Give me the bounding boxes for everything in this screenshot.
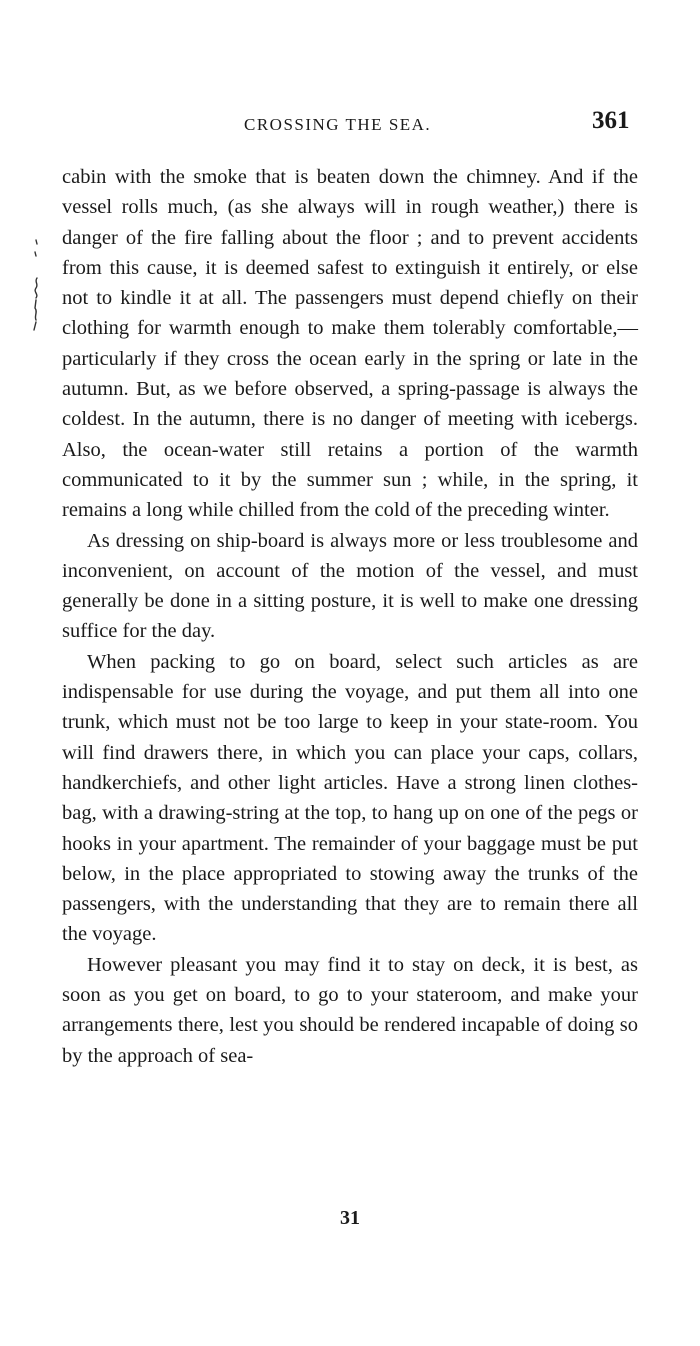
paragraph-continued: cabin with the smoke that is beaten down the chimney. And if the vessel rolls much, (as she always will in rough weather,) there is danger of the fire falling about the floor ; and to prevent accidents from this cause, it is deemed safest to extinguish it entirely, or else not to kindle it at all. The passengers must depend chiefly on their clothing for warmth enough to make them tolerably comfortable,—particularly if they cross the ocean early in the spring or late in the autumn. But, as we before observed, a spring-passage is always the coldest. In the autumn, there is no danger of meeting with icebergs. Also, the ocean-water still retains a portion of the warmth communicated to it by the summer sun ; while, in the spring, it remains a long while chilled from the cold of the preceding winter. [62,166,638,522]
paragraph-dressing: As dressing on ship-board is always more or less troublesome and inconvenient, on account of the motion of the vessel, and must generally be done in a sitting posture, it is well to make one dressing suffice for the day. [62,529,638,643]
page-number: 361 [592,107,630,134]
signature-mark: 31 [340,1207,360,1229]
running-head [0,107,700,142]
paragraph-packing: When packing to go on board, select such articles as are indispensable for use during the voyage, and put them all into one trunk, which must not be too large to keep in your state-room. You will find drawers there, in which you can place your caps, collars, handkerchiefs, and other light articles. Have a strong linen clothes-bag, with a drawing-string at the top, to hang up on one of the pegs or hooks in your apartment. The remainder of your baggage must be put below, in the place appropriated to stowing away the trunks of the passengers, with the understanding that they are to remain there all the voyage. [62,650,638,946]
body-text [62,162,638,1071]
running-title: CROSSING THE SEA. [244,115,432,134]
margin-ink-mark [30,238,44,338]
paragraph-deck: However pleasant you may find it to stay on deck, it is best, as soon as you get on board, to go to your stateroom, and make your arrangements there, lest you should be rendered incapable of doing so by the approach of sea- [62,953,638,1067]
